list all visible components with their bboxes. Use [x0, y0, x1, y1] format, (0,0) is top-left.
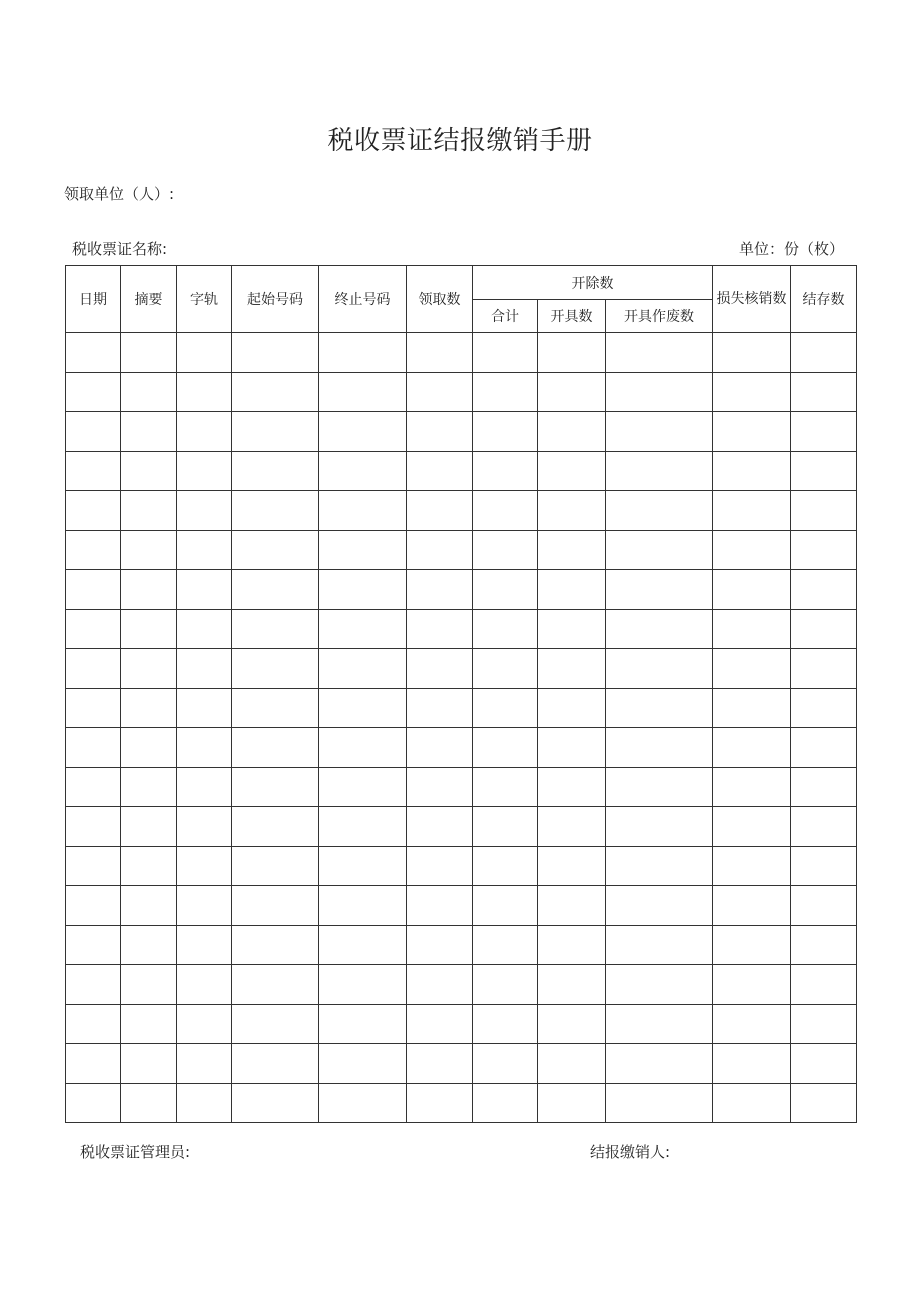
table-row	[66, 570, 857, 610]
table-cell[interactable]	[66, 570, 121, 610]
table-cell[interactable]	[473, 412, 538, 452]
table-cell[interactable]	[66, 728, 121, 768]
table-cell[interactable]	[473, 1044, 538, 1084]
table-cell[interactable]	[713, 333, 791, 373]
table-cell[interactable]	[232, 807, 319, 847]
table-cell[interactable]	[66, 767, 121, 807]
col-header-issued-total: 合计	[473, 300, 538, 333]
table-cell[interactable]	[407, 965, 473, 1005]
table-cell[interactable]	[177, 570, 232, 610]
table-cell[interactable]	[606, 372, 713, 412]
table-cell[interactable]	[66, 688, 121, 728]
table-cell[interactable]	[473, 649, 538, 689]
table-cell[interactable]	[66, 451, 121, 491]
table-cell[interactable]	[713, 570, 791, 610]
table-cell[interactable]	[121, 846, 177, 886]
table-cell[interactable]	[66, 1044, 121, 1084]
table-cell[interactable]	[538, 886, 606, 926]
table-cell[interactable]	[473, 965, 538, 1005]
table-cell[interactable]	[232, 1083, 319, 1123]
table-cell[interactable]	[232, 925, 319, 965]
table-cell[interactable]	[791, 649, 857, 689]
table-cell[interactable]	[791, 767, 857, 807]
table-cell[interactable]	[66, 1083, 121, 1123]
table-cell[interactable]	[66, 333, 121, 373]
table-cell[interactable]	[177, 491, 232, 531]
col-header-balance: 结存数	[791, 266, 857, 333]
table-cell[interactable]	[713, 372, 791, 412]
col-header-issued: 开除数	[473, 266, 713, 300]
table-cell[interactable]	[407, 767, 473, 807]
table-cell[interactable]	[713, 530, 791, 570]
table-cell[interactable]	[791, 925, 857, 965]
table-cell[interactable]	[319, 965, 407, 1005]
table-row	[66, 333, 857, 373]
table-cell[interactable]	[791, 1004, 857, 1044]
table-cell[interactable]	[538, 767, 606, 807]
table-cell[interactable]	[121, 412, 177, 452]
table-cell[interactable]	[121, 570, 177, 610]
table-cell[interactable]	[606, 333, 713, 373]
table-cell[interactable]	[606, 925, 713, 965]
table-cell[interactable]	[66, 412, 121, 452]
table-cell[interactable]	[407, 333, 473, 373]
table-cell[interactable]	[319, 451, 407, 491]
ledger-table	[65, 265, 857, 1123]
table-cell[interactable]	[538, 333, 606, 373]
table-cell[interactable]	[538, 925, 606, 965]
table-cell[interactable]	[791, 491, 857, 531]
table-cell[interactable]	[232, 965, 319, 1005]
receiver-label: 领取单位（人）:	[64, 185, 175, 203]
table-cell[interactable]	[713, 846, 791, 886]
table-cell[interactable]	[713, 925, 791, 965]
manager-label: 税收票证管理员:	[80, 1143, 191, 1161]
table-cell[interactable]	[538, 609, 606, 649]
table-cell[interactable]	[473, 491, 538, 531]
table-cell[interactable]	[473, 451, 538, 491]
table-cell[interactable]	[538, 1083, 606, 1123]
table-cell[interactable]	[713, 688, 791, 728]
table-cell[interactable]	[121, 886, 177, 926]
table-cell[interactable]	[177, 925, 232, 965]
table-row	[66, 1083, 857, 1123]
table-cell[interactable]	[713, 728, 791, 768]
ledger-body	[66, 333, 857, 1123]
table-cell[interactable]	[319, 609, 407, 649]
table-cell[interactable]	[232, 609, 319, 649]
table-cell[interactable]	[713, 1004, 791, 1044]
table-cell[interactable]	[713, 609, 791, 649]
table-cell[interactable]	[177, 886, 232, 926]
table-cell[interactable]	[473, 728, 538, 768]
table-cell[interactable]	[407, 807, 473, 847]
table-cell[interactable]	[66, 649, 121, 689]
table-cell[interactable]	[177, 1044, 232, 1084]
table-cell[interactable]	[177, 767, 232, 807]
table-cell[interactable]	[121, 807, 177, 847]
table-cell[interactable]	[121, 530, 177, 570]
table-cell[interactable]	[606, 530, 713, 570]
table-cell[interactable]	[121, 649, 177, 689]
table-cell[interactable]	[791, 1083, 857, 1123]
table-cell[interactable]	[319, 412, 407, 452]
table-cell[interactable]	[177, 412, 232, 452]
table-cell[interactable]	[319, 846, 407, 886]
table-cell[interactable]	[177, 1004, 232, 1044]
col-header-issued-count: 开具数	[538, 300, 606, 333]
table-cell[interactable]	[66, 886, 121, 926]
col-header-lost-cancelled: 损失核销数	[713, 266, 791, 333]
table-row	[66, 451, 857, 491]
table-cell[interactable]	[606, 1004, 713, 1044]
table-row	[66, 649, 857, 689]
table-cell[interactable]	[121, 925, 177, 965]
table-row	[66, 530, 857, 570]
table-row	[66, 688, 857, 728]
col-header-end-no: 终止号码	[319, 266, 407, 333]
table-cell[interactable]	[177, 688, 232, 728]
table-cell[interactable]	[121, 372, 177, 412]
table-cell[interactable]	[232, 491, 319, 531]
table-row	[66, 1044, 857, 1084]
table-cell[interactable]	[606, 688, 713, 728]
table-cell[interactable]	[407, 688, 473, 728]
table-cell[interactable]	[538, 965, 606, 1005]
table-row	[66, 412, 857, 452]
table-cell[interactable]	[319, 372, 407, 412]
table-cell[interactable]	[232, 412, 319, 452]
table-cell[interactable]	[177, 372, 232, 412]
table-cell[interactable]	[538, 451, 606, 491]
table-cell[interactable]	[538, 649, 606, 689]
table-cell[interactable]	[121, 451, 177, 491]
table-cell[interactable]	[319, 688, 407, 728]
table-cell[interactable]	[407, 412, 473, 452]
table-cell[interactable]	[713, 1044, 791, 1084]
table-cell[interactable]	[713, 451, 791, 491]
table-row	[66, 807, 857, 847]
table-cell[interactable]	[407, 372, 473, 412]
table-cell[interactable]	[791, 530, 857, 570]
table-cell[interactable]	[606, 609, 713, 649]
table-cell[interactable]	[177, 451, 232, 491]
table-cell[interactable]	[66, 372, 121, 412]
table-cell[interactable]	[121, 688, 177, 728]
table-cell[interactable]	[473, 767, 538, 807]
table-cell[interactable]	[66, 965, 121, 1005]
table-cell[interactable]	[473, 333, 538, 373]
table-cell[interactable]	[232, 333, 319, 373]
table-cell[interactable]	[473, 688, 538, 728]
table-cell[interactable]	[232, 688, 319, 728]
table-cell[interactable]	[407, 649, 473, 689]
table-cell[interactable]	[121, 1004, 177, 1044]
table-cell[interactable]	[606, 491, 713, 531]
table-cell[interactable]	[713, 807, 791, 847]
table-cell[interactable]	[319, 1083, 407, 1123]
table-cell[interactable]	[407, 846, 473, 886]
table-cell[interactable]	[177, 846, 232, 886]
table-cell[interactable]	[319, 333, 407, 373]
table-cell[interactable]	[232, 451, 319, 491]
table-cell[interactable]	[538, 807, 606, 847]
table-cell[interactable]	[606, 570, 713, 610]
table-cell[interactable]	[473, 609, 538, 649]
table-cell[interactable]	[407, 925, 473, 965]
table-cell[interactable]	[66, 807, 121, 847]
table-row	[66, 925, 857, 965]
table-cell[interactable]	[121, 728, 177, 768]
table-cell[interactable]	[319, 886, 407, 926]
table-cell[interactable]	[791, 965, 857, 1005]
table-cell[interactable]	[177, 649, 232, 689]
table-cell[interactable]	[791, 333, 857, 373]
table-cell[interactable]	[121, 965, 177, 1005]
table-row	[66, 372, 857, 412]
table-cell[interactable]	[473, 570, 538, 610]
table-cell[interactable]	[319, 570, 407, 610]
table-cell[interactable]	[232, 846, 319, 886]
unit-label: 单位：份（枚）	[738, 240, 844, 258]
table-cell[interactable]	[319, 530, 407, 570]
col-header-issued-void: 开具作废数	[606, 300, 713, 333]
table-cell[interactable]	[66, 846, 121, 886]
table-cell[interactable]	[713, 886, 791, 926]
table-cell[interactable]	[713, 412, 791, 452]
table-cell[interactable]	[606, 649, 713, 689]
table-cell[interactable]	[791, 688, 857, 728]
table-cell[interactable]	[791, 372, 857, 412]
ticket-name-label: 税收票证名称:	[72, 240, 168, 258]
table-cell[interactable]	[538, 1044, 606, 1084]
table-cell[interactable]	[606, 886, 713, 926]
table-cell[interactable]	[473, 925, 538, 965]
header-row-top	[66, 266, 857, 300]
table-cell[interactable]	[232, 1044, 319, 1084]
table-cell[interactable]	[606, 728, 713, 768]
table-cell[interactable]	[121, 1044, 177, 1084]
table-cell[interactable]	[232, 372, 319, 412]
table-cell[interactable]	[473, 807, 538, 847]
table-cell[interactable]	[538, 728, 606, 768]
table-cell[interactable]	[473, 1083, 538, 1123]
col-header-received: 领取数	[407, 266, 473, 333]
table-cell[interactable]	[232, 728, 319, 768]
table-cell[interactable]	[66, 1004, 121, 1044]
table-cell[interactable]	[121, 767, 177, 807]
table-cell[interactable]	[177, 530, 232, 570]
table-cell[interactable]	[232, 649, 319, 689]
table-cell[interactable]	[121, 609, 177, 649]
reporter-label: 结报缴销人:	[590, 1143, 671, 1161]
table-row	[66, 846, 857, 886]
table-cell[interactable]	[177, 728, 232, 768]
table-cell[interactable]	[473, 372, 538, 412]
table-cell[interactable]	[177, 965, 232, 1005]
table-cell[interactable]	[791, 846, 857, 886]
table-cell[interactable]	[606, 1083, 713, 1123]
table-cell[interactable]	[538, 530, 606, 570]
table-cell[interactable]	[407, 1083, 473, 1123]
col-header-summary: 摘要	[121, 266, 177, 333]
table-cell[interactable]	[407, 570, 473, 610]
table-cell[interactable]	[538, 1004, 606, 1044]
table-cell[interactable]	[713, 965, 791, 1005]
table-cell[interactable]	[407, 728, 473, 768]
table-cell[interactable]	[473, 886, 538, 926]
table-cell[interactable]	[538, 412, 606, 452]
table-row	[66, 491, 857, 531]
table-cell[interactable]	[538, 688, 606, 728]
table-cell[interactable]	[121, 1083, 177, 1123]
table-cell[interactable]	[791, 886, 857, 926]
page-title: 税收票证结报缴销手册	[327, 126, 593, 156]
table-cell[interactable]	[713, 491, 791, 531]
table-cell[interactable]	[66, 491, 121, 531]
table-cell[interactable]	[713, 1083, 791, 1123]
table-cell[interactable]	[232, 1004, 319, 1044]
table-cell[interactable]	[232, 886, 319, 926]
table-cell[interactable]	[407, 1044, 473, 1084]
table-row	[66, 609, 857, 649]
col-header-date: 日期	[66, 266, 121, 333]
table-row	[66, 1004, 857, 1044]
table-cell[interactable]	[319, 807, 407, 847]
table-cell[interactable]	[177, 609, 232, 649]
table-cell[interactable]	[232, 570, 319, 610]
table-cell[interactable]	[473, 846, 538, 886]
table-cell[interactable]	[606, 807, 713, 847]
table-cell[interactable]	[66, 925, 121, 965]
table-cell[interactable]	[121, 491, 177, 531]
col-header-track: 字轨	[177, 266, 232, 333]
table-cell[interactable]	[407, 530, 473, 570]
table-cell[interactable]	[66, 530, 121, 570]
table-cell[interactable]	[319, 649, 407, 689]
table-cell[interactable]	[407, 1004, 473, 1044]
table-cell[interactable]	[791, 807, 857, 847]
table-cell[interactable]	[538, 372, 606, 412]
table-cell[interactable]	[121, 333, 177, 373]
table-cell[interactable]	[791, 728, 857, 768]
table-cell[interactable]	[319, 925, 407, 965]
table-cell[interactable]	[407, 451, 473, 491]
table-row	[66, 767, 857, 807]
table-cell[interactable]	[538, 491, 606, 531]
table-cell[interactable]	[232, 767, 319, 807]
table-cell[interactable]	[319, 1044, 407, 1084]
table-cell[interactable]	[791, 570, 857, 610]
table-cell[interactable]	[319, 767, 407, 807]
table-cell[interactable]	[319, 1004, 407, 1044]
table-cell[interactable]	[177, 807, 232, 847]
table-cell[interactable]	[713, 767, 791, 807]
table-row	[66, 728, 857, 768]
table-cell[interactable]	[606, 412, 713, 452]
table-cell[interactable]	[177, 1083, 232, 1123]
table-row	[66, 965, 857, 1005]
table-cell[interactable]	[473, 1004, 538, 1044]
table-cell[interactable]	[319, 491, 407, 531]
table-cell[interactable]	[232, 530, 319, 570]
table-cell[interactable]	[473, 530, 538, 570]
table-cell[interactable]	[407, 491, 473, 531]
table-cell[interactable]	[791, 412, 857, 452]
table-cell[interactable]	[606, 1044, 713, 1084]
table-cell[interactable]	[407, 886, 473, 926]
table-cell[interactable]	[606, 767, 713, 807]
table-cell[interactable]	[407, 609, 473, 649]
table-cell[interactable]	[177, 333, 232, 373]
table-cell[interactable]	[538, 846, 606, 886]
table-cell[interactable]	[319, 728, 407, 768]
table-cell[interactable]	[791, 451, 857, 491]
table-cell[interactable]	[791, 1044, 857, 1084]
table-row	[66, 886, 857, 926]
table-cell[interactable]	[606, 846, 713, 886]
table-cell[interactable]	[791, 609, 857, 649]
table-cell[interactable]	[538, 570, 606, 610]
table-cell[interactable]	[713, 649, 791, 689]
table-cell[interactable]	[606, 965, 713, 1005]
table-cell[interactable]	[606, 451, 713, 491]
col-header-start-no: 起始号码	[232, 266, 319, 333]
table-cell[interactable]	[66, 609, 121, 649]
